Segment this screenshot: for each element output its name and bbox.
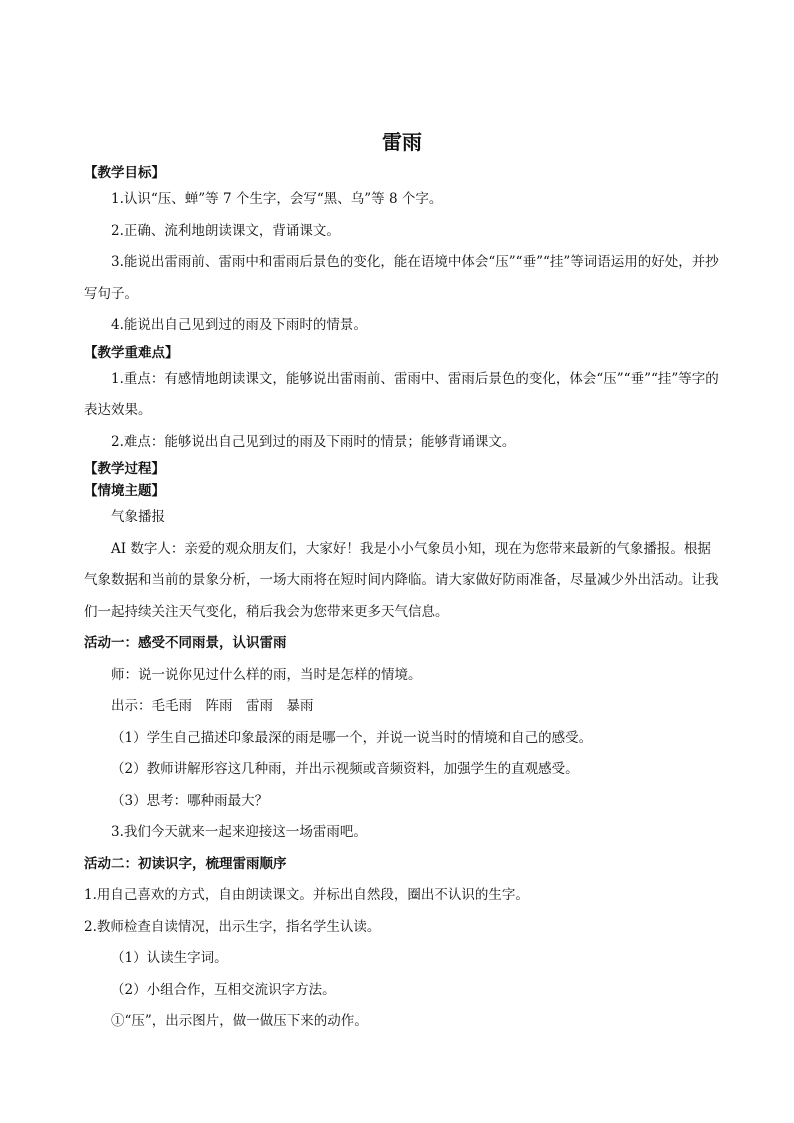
activity-1-line-3: （1）学生自己描述印象最深的雨是哪一个，并说一说当时的情境和自己的感受。 <box>111 729 593 746</box>
objective-1: 1.认识“压、蝉”等 7 个生字，会写“黑、乌”等 8 个字。 <box>111 191 443 207</box>
activity-2-line-4: （2）小组合作，互相交流识字方法。 <box>111 981 336 998</box>
activity-2-line-3: （1）认读生字词。 <box>111 950 228 966</box>
activity-2-line-1: 1.用自己喜欢的方式，自由朗读课文。并标出自然段，圈出不认识的生字。 <box>84 887 529 903</box>
document-body <box>84 128 720 1038</box>
section-heading-key-points: 【教学重难点】 <box>84 344 179 361</box>
activity-2-line-5: ①“压”，出示图片，做一做压下来的动作。 <box>111 1013 368 1029</box>
section-heading-process: 【教学过程】 <box>84 461 165 477</box>
activity-1-line-2: 出示：毛毛雨 阵雨 雷雨 暴雨 <box>111 698 314 714</box>
difficult-point: 2.难点：能够说出自己见到过的雨及下雨时的情景；能够背诵课文。 <box>111 433 516 450</box>
objective-3: 3.能说出雷雨前、雷雨中和雷雨后景色的变化，能在语境中体会“压”“垂”“挂”等词语运用的好处，并抄写句子。 <box>84 254 719 302</box>
activity-1-line-4: （2）教师讲解形容这几种雨，并出示视频或音频资料，加强学生的直观感受。 <box>111 761 579 777</box>
section-heading-scenario: 【情境主题】 <box>84 483 165 499</box>
section-heading-objectives: 【教学目标】 <box>84 165 165 181</box>
document-title: 雷雨 <box>382 130 422 154</box>
activity-1-line-1: 师：说一说你见过什么样的雨，当时是怎样的情境。 <box>111 666 422 683</box>
scenario-ai-paragraph: AI 数字人：亲爱的观众朋友们，大家好！我是小小气象员小知，现在为您带来最新的气象播报。根据气象数据和当前的景象分析，一场大雨将在短时间内降临。请大家做好防雨准备，尽量减少外出活动。让我们一起持续关注天气变化，稍后我会为您带来更多天气信息。 <box>84 540 719 620</box>
activity-2-heading: 活动二：初读识字，梳理雷雨顺序 <box>84 855 287 872</box>
activity-2-line-2: 2.教师检查自读情况，出示生字，指名学生认读。 <box>84 918 381 935</box>
key-point: 1.重点：有感情地朗读课文，能够说出雷雨前、雷雨中、雷雨后景色的变化，体会“压”“垂”“挂”等字的表达效果。 <box>84 370 719 418</box>
objective-2: 2.正确、流利地朗读课文，背诵课文。 <box>111 222 340 239</box>
scenario-title: 气象播报 <box>111 509 165 525</box>
activity-1-heading: 活动一：感受不同雨景，认识雷雨 <box>84 635 287 651</box>
activity-1-line-5: （3）思考：哪种雨最大？ <box>111 792 269 809</box>
activity-1-line-6: 3.我们今天就来一起来迎接这一场雷雨吧。 <box>111 824 367 840</box>
objective-4: 4.能说出自己见到过的雨及下雨时的情景。 <box>111 317 367 333</box>
